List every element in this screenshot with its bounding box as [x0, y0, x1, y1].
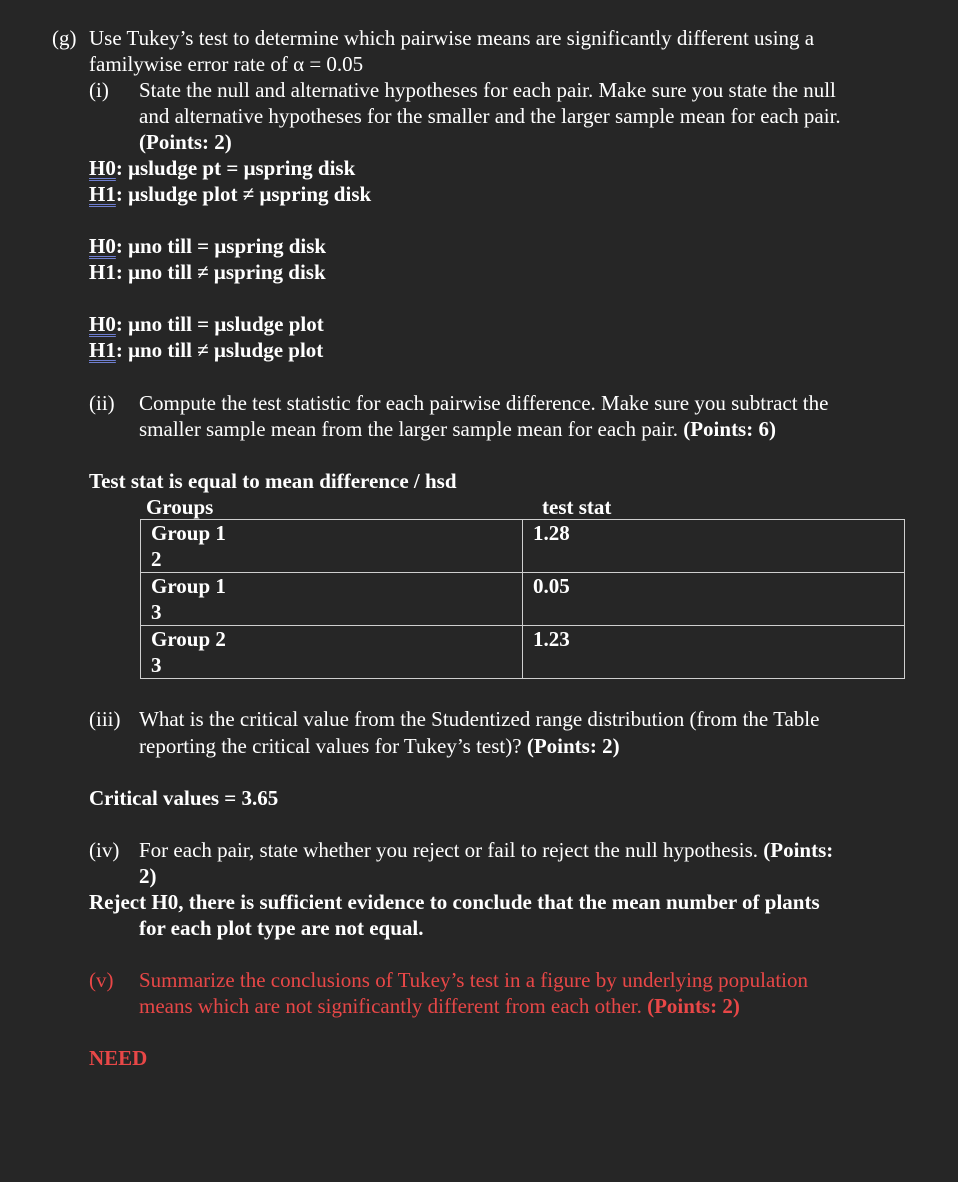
- part-g-line2: familywise error rate of α = 0.05: [89, 52, 364, 76]
- part-iii-line1: What is the critical value from the Studentized range distribution (from the Table: [139, 707, 820, 731]
- hypothesis-h0-2: [89, 233, 326, 259]
- results-table: [140, 519, 905, 679]
- part-i-points: (Points: 2): [139, 130, 232, 154]
- part-ii-line2-wrap: [139, 416, 776, 442]
- table-header-groups: Groups: [146, 495, 214, 519]
- part-iii-points: (Points: 2): [526, 734, 620, 758]
- table-cell-groups: [141, 520, 523, 573]
- part-iv-line1-wrap: [139, 837, 833, 863]
- h0-label: H0: [89, 312, 116, 336]
- table-row: [141, 626, 905, 679]
- part-ii-label: (ii): [89, 391, 115, 415]
- test-stat-formula: Test stat is equal to mean difference / hsd: [89, 469, 457, 493]
- group-a: Group 2: [151, 627, 226, 651]
- table-cell-stat: 1.23: [523, 626, 905, 679]
- h0-text: : μno till = μspring disk: [115, 234, 327, 258]
- h0-text: : μsludge pt = μspring disk: [115, 156, 356, 180]
- group-a: Group 1: [151, 574, 226, 598]
- h0-label: H0: [89, 156, 116, 180]
- table-cell-groups: [141, 626, 523, 679]
- part-g-label: (g): [52, 26, 77, 50]
- group-a: Group 1: [151, 521, 226, 545]
- part-iv-label: (iv): [89, 838, 120, 862]
- part-ii-line1: Compute the test statistic for each pairwise difference. Make sure you subtract the: [139, 391, 829, 415]
- table-cell-groups: [141, 573, 523, 626]
- h1-text: : μno till ≠ μsludge plot: [115, 338, 324, 362]
- part-iv-points-a: (Points:: [763, 838, 834, 862]
- h1-text: μno till ≠ μspring disk: [122, 260, 326, 284]
- table-header-test-stat: test stat: [542, 495, 612, 519]
- group-b: 3: [151, 600, 162, 624]
- part-g-line1: Use Tukey’s test to determine which pairwise means are significantly different using a: [89, 26, 815, 50]
- table-cell-stat: 1.28: [523, 520, 905, 573]
- hypothesis-h1-3: [89, 337, 323, 363]
- part-i-line2: and alternative hypotheses for the smaller and the larger sample mean for each pair.: [139, 104, 841, 128]
- part-iii-line2-wrap: [139, 733, 620, 759]
- table-cell-stat: 0.05: [523, 573, 905, 626]
- part-v-line1: Summarize the conclusions of Tukey’s test in a figure by underlying population: [139, 968, 808, 992]
- part-v-points: (Points: 2): [647, 994, 740, 1018]
- part-iii-line2: reporting the critical values for Tukey’s test)?: [139, 734, 522, 758]
- h0-label: H0: [89, 234, 116, 258]
- need-answer: NEED: [89, 1046, 148, 1070]
- hypothesis-h0-1: [89, 155, 355, 181]
- h1-label: H1: [89, 338, 116, 362]
- reject-answer-line1: Reject H0, there is sufficient evidence to conclude that the mean number of plants: [89, 890, 820, 914]
- hypothesis-h1-2: [89, 259, 326, 285]
- part-iv-line1: For each pair, state whether you reject or fail to reject the null hypothesis.: [139, 838, 759, 862]
- part-iv-points-b: 2): [139, 864, 157, 888]
- part-i-line1: State the null and alternative hypotheses for each pair. Make sure you state the null: [139, 78, 836, 102]
- group-b: 2: [151, 547, 162, 571]
- part-v-line2: means which are not significantly different from each other.: [139, 994, 642, 1018]
- part-v-label: (v): [89, 968, 114, 992]
- hypothesis-h1-1: [89, 181, 371, 207]
- h1-label: H1:: [89, 260, 123, 284]
- part-i-label: (i): [89, 78, 109, 102]
- part-v-line2-wrap: [139, 993, 740, 1019]
- table-row: [141, 573, 905, 626]
- group-b: 3: [151, 653, 162, 677]
- part-ii-line2: smaller sample mean from the larger sample mean for each pair.: [139, 417, 678, 441]
- critical-values-answer: Critical values = 3.65: [89, 786, 279, 810]
- h0-text: : μno till = μsludge plot: [115, 312, 324, 336]
- h1-label: H1: [89, 182, 116, 206]
- h1-text: : μsludge plot ≠ μspring disk: [115, 182, 372, 206]
- part-ii-points: (Points: 6): [683, 417, 776, 441]
- reject-answer-line2: for each plot type are not equal.: [139, 916, 424, 940]
- table-row: [141, 520, 905, 573]
- part-iii-label: (iii): [89, 707, 121, 731]
- hypothesis-h0-3: [89, 311, 324, 337]
